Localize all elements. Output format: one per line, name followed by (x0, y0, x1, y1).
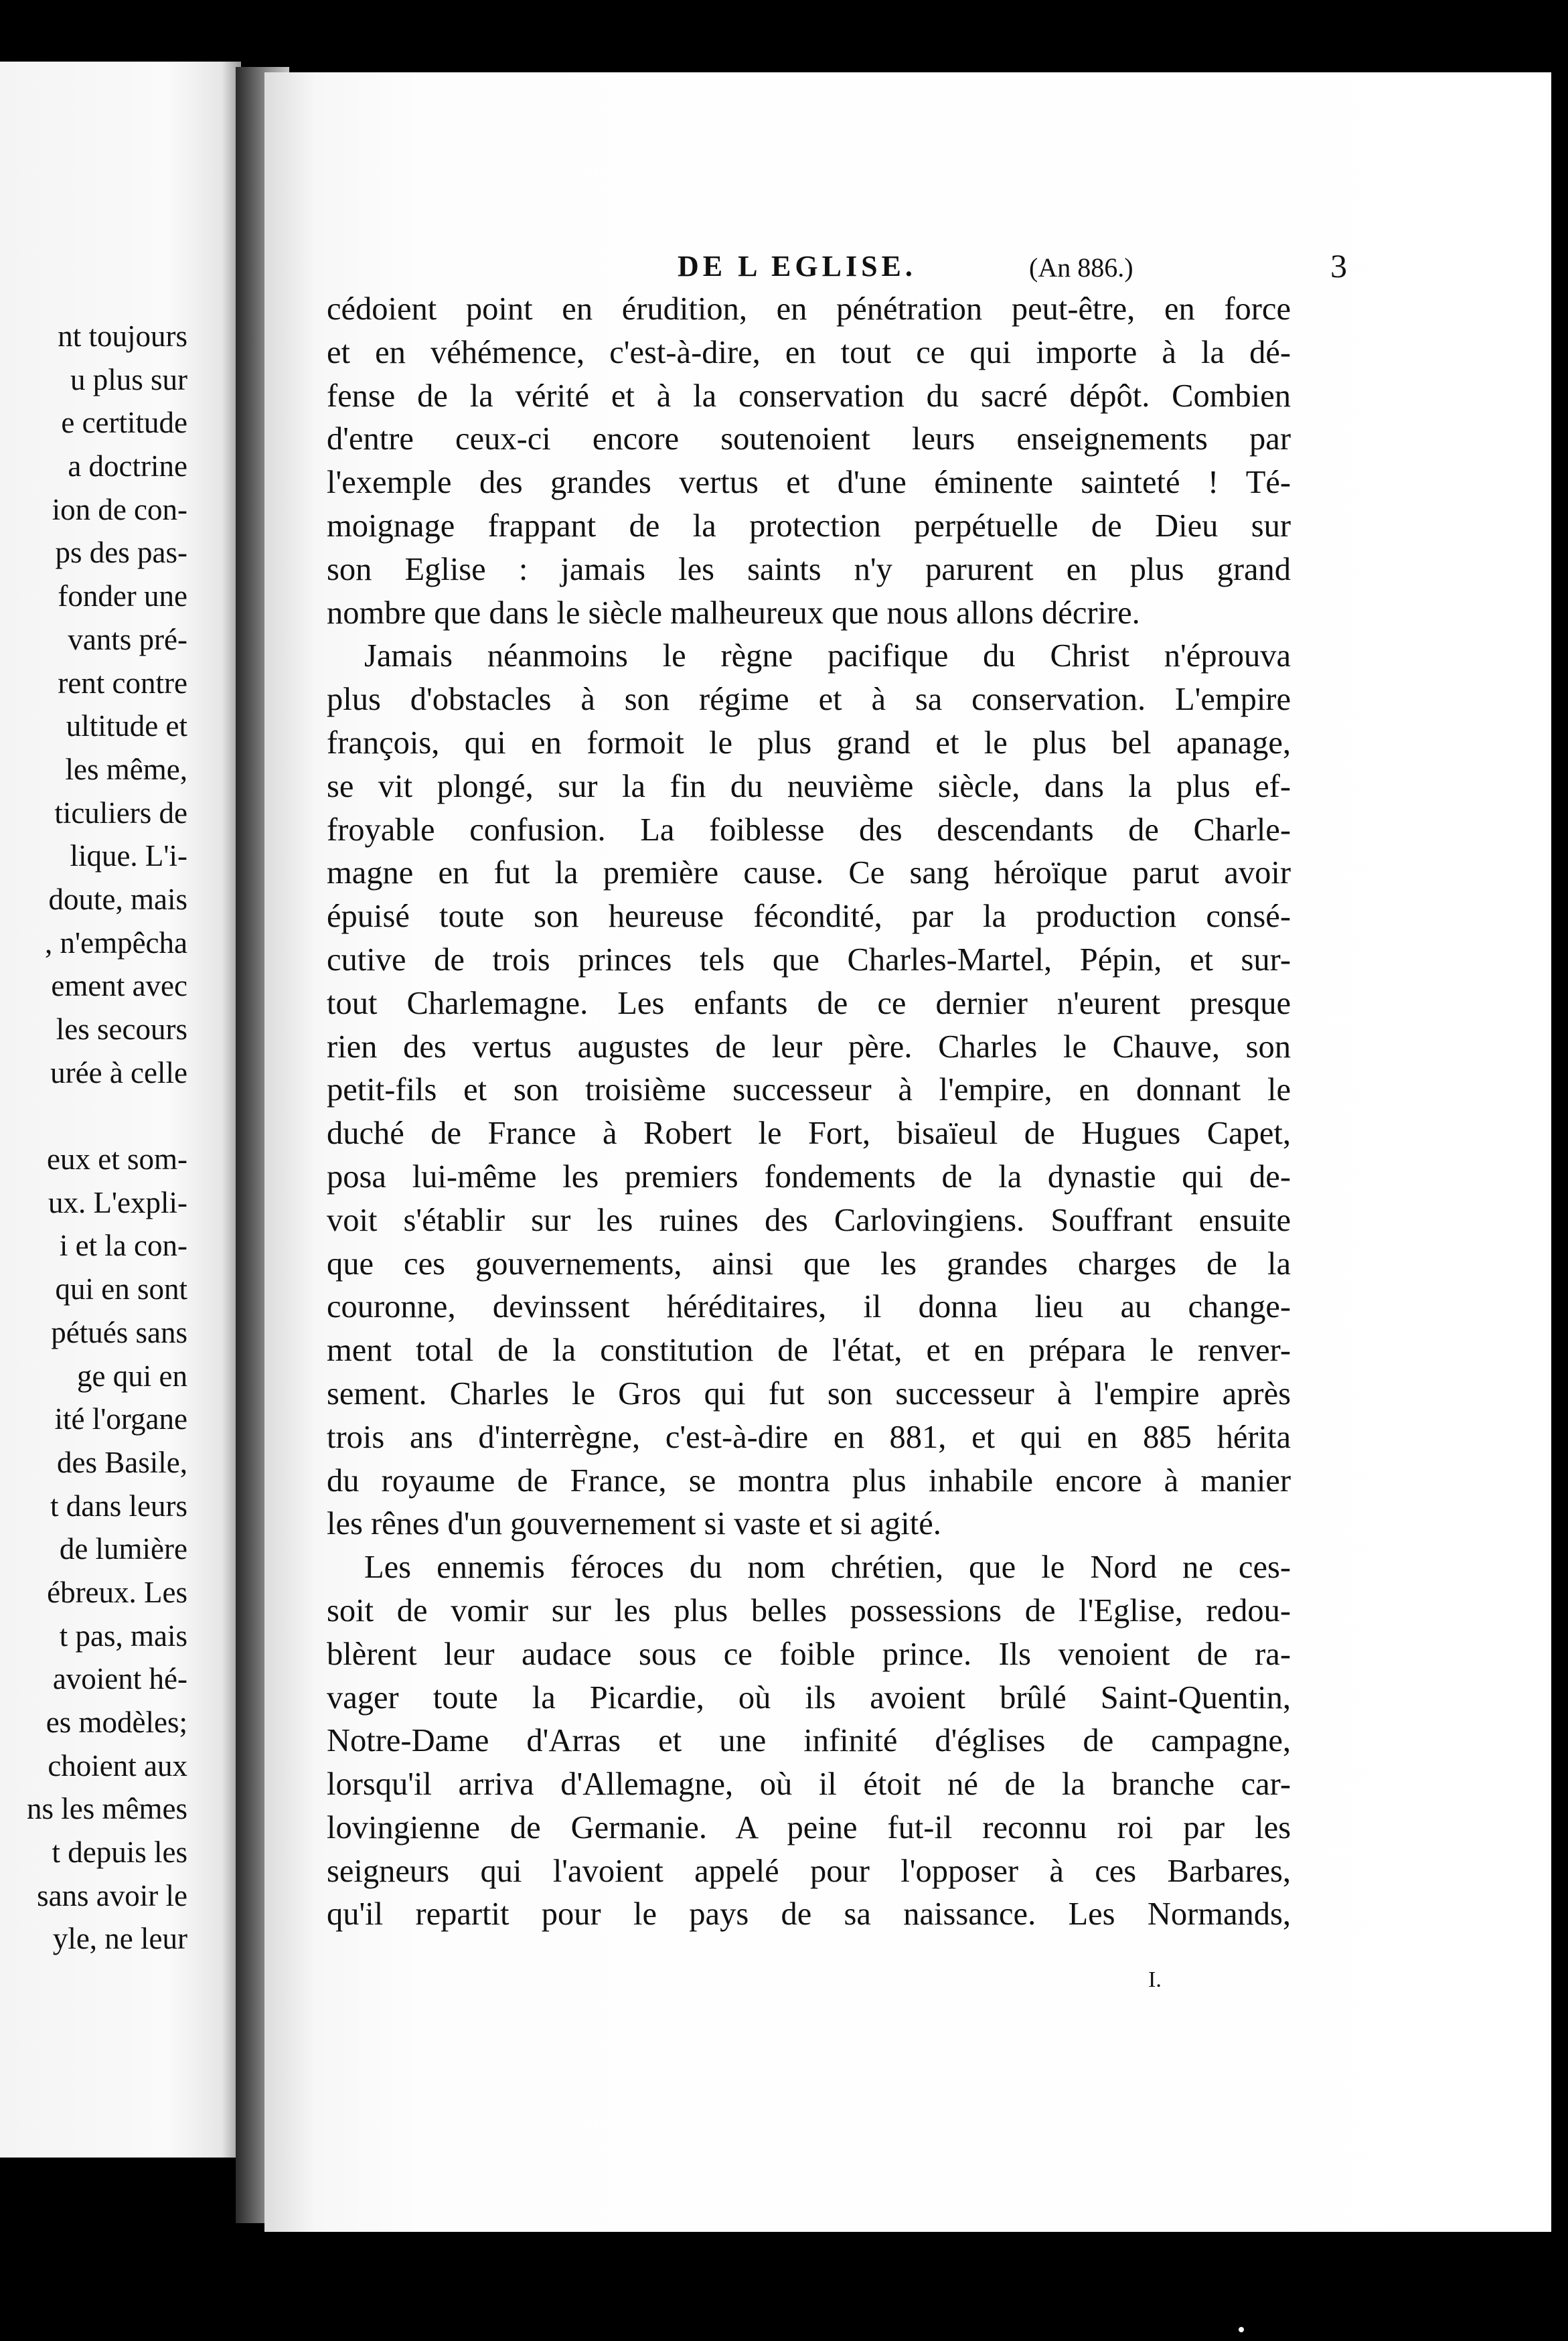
left-page-line: ement avec (51, 969, 187, 1003)
body-line: son Eglise : jamais les saints n'y parurent en plus grand (327, 551, 1291, 587)
body-line: d'entre ceux-ci encore soutenoient leurs enseignements par (327, 421, 1291, 457)
body-line: blèrent leur audace sous ce foible prince. Ils venoient de ra- (327, 1636, 1291, 1672)
body-line: cédoient point en érudition, en pénétration peut-être, en force (327, 291, 1291, 327)
body-line: Jamais néanmoins le règne pacifique du Christ n'éprouva (364, 638, 1291, 674)
page-number: 3 (1330, 247, 1347, 285)
body-line: tout Charlemagne. Les enfants de ce dernier n'eurent presque (327, 985, 1291, 1021)
left-page-line: t dans leurs (50, 1489, 187, 1523)
left-facing-page (0, 62, 241, 2158)
left-page-line: e certitude (61, 406, 187, 440)
left-page-line: des Basile, (57, 1445, 187, 1479)
body-line: seigneurs qui l'avoient appelé pour l'opposer à ces Barbares, (327, 1853, 1291, 1889)
left-page-line: ux. L'expli- (48, 1185, 187, 1219)
body-line: et en véhémence, c'est-à-dire, en tout ce qui importe à la dé- (327, 334, 1291, 370)
left-page-line: t depuis les (52, 1835, 187, 1870)
left-page-text (0, 315, 187, 1961)
left-page-line: lique. L'i- (70, 839, 187, 873)
body-line: nombre que dans le siècle malheureux que nous allons décrire. (327, 595, 1140, 631)
left-page-line: fonder une (58, 579, 187, 613)
left-page-line: ité l'organe (54, 1402, 187, 1436)
running-head-title: DE L EGLISE. (678, 250, 917, 283)
left-page-line: ticuliers de (54, 796, 187, 830)
body-line: épuisé toute son heureuse fécondité, par la production consé- (327, 899, 1291, 935)
body-line: trois ans d'interrègne, c'est-à-dire en 881, et qui en 885 hérita (327, 1419, 1291, 1455)
left-page-line: ion de con- (52, 492, 187, 526)
left-page-line: , n'empêcha (44, 925, 187, 960)
scan-speck (1239, 2327, 1244, 2332)
body-line: se vit plongé, sur la fin du neuvième siècle, dans la plus ef- (327, 768, 1291, 804)
left-page-line: pétués sans (51, 1315, 187, 1349)
left-page-line: ns les mêmes (27, 1792, 187, 1826)
left-page-line: qui en sont (55, 1272, 187, 1306)
left-page-line: doute, mais (48, 882, 187, 916)
body-line: fense de la vérité et à la conservation du sacré dépôt. Combien (327, 378, 1291, 414)
body-line: froyable confusion. La foiblesse des descendants de Charle- (327, 812, 1291, 848)
left-page-line: vants pré- (68, 622, 187, 656)
body-line: lovingienne de Germanie. A peine fut-il reconnu roi par les (327, 1809, 1291, 1845)
body-line: que ces gouvernements, ainsi que les grandes charges de la (327, 1245, 1291, 1282)
left-page-line (0, 1094, 187, 1138)
body-line: duché de France à Robert le Fort, bisaïeul de Hugues Capet, (327, 1116, 1291, 1152)
body-line: magne en fut la première cause. Ce sang héroïque parut avoir (327, 855, 1291, 891)
left-page-line: urée à celle (50, 1055, 187, 1089)
body-line: Notre-Dame d'Arras et une infinité d'églises de campagne, (327, 1723, 1291, 1759)
body-line: françois, qui en formoit le plus grand et le plus bel apanage, (327, 725, 1291, 761)
left-page-line: les secours (56, 1012, 187, 1046)
left-page-line: de lumière (59, 1532, 187, 1566)
body-line: soit de vomir sur les plus belles possessions de l'Eglise, redou- (327, 1592, 1291, 1629)
left-page-line: yle, ne leur (52, 1922, 187, 1956)
body-line: Les ennemis féroces du nom chrétien, que le Nord ne ces- (364, 1550, 1291, 1586)
body-line: rien des vertus augustes de leur père. Charles le Chauve, son (327, 1029, 1291, 1065)
left-page-line: a doctrine (68, 449, 187, 483)
body-line: du royaume de France, se montra plus inhabile encore à manier (327, 1462, 1291, 1499)
body-line: plus d'obstacles à son régime et à sa conservation. L'empire (327, 682, 1291, 718)
left-page-line: i et la con- (59, 1229, 187, 1263)
left-page-line: avoient hé- (52, 1662, 187, 1696)
body-line: lorsqu'il arriva d'Allemagne, où il étoit né de la branche car- (327, 1766, 1291, 1803)
running-head-year: (An 886.) (1029, 252, 1133, 283)
left-page-line: ps des pas- (55, 536, 187, 570)
left-page-line: les même, (65, 752, 187, 786)
left-page-line: ébreux. Les (47, 1575, 187, 1609)
body-line: l'exemple des grandes vertus et d'une éminente sainteté ! Té- (327, 465, 1291, 501)
left-page-line: u plus sur (70, 362, 187, 396)
left-page-line: es modèles; (46, 1706, 187, 1739)
left-page-line: ge qui en (77, 1359, 187, 1393)
left-page-line: sans avoir le (37, 1878, 187, 1912)
signature-mark: I. (1148, 1967, 1162, 1992)
left-page-line: rent contre (58, 666, 187, 700)
running-head (678, 249, 1347, 289)
left-page-line: nt toujours (58, 319, 187, 353)
body-line: voit s'établir sur les ruines des Carlovingiens. Souffrant ensuite (327, 1202, 1291, 1238)
left-page-line: choient aux (48, 1748, 187, 1783)
body-text (327, 288, 1291, 1937)
body-line: couronne, devinssent héréditaires, il donna lieu au change- (327, 1289, 1291, 1325)
body-line: qu'il repartit pour le pays de sa naissance. Les Normands, (327, 1896, 1291, 1933)
body-line: petit-fils et son troisième successeur à l'empire, en donnant le (327, 1072, 1291, 1108)
left-page-line: t pas, mais (59, 1618, 187, 1653)
body-line: vager toute la Picardie, où ils avoient brûlé Saint-Quentin, (327, 1679, 1291, 1716)
left-page-line: ultitude et (66, 709, 187, 743)
body-line: sement. Charles le Gros qui fut son successeur à l'empire après (327, 1375, 1291, 1412)
body-line: ment total de la constitution de l'état, et en prépara le renver- (327, 1333, 1291, 1369)
body-line: moignage frappant de la protection perpétuelle de Dieu sur (327, 508, 1291, 544)
left-page-line: eux et som- (47, 1142, 187, 1177)
body-line: posa lui-même les premiers fondements de la dynastie qui de- (327, 1158, 1291, 1195)
body-line: les rênes d'un gouvernement si vaste et si agité. (327, 1506, 941, 1542)
body-line: cutive de trois princes tels que Charles-Martel, Pépin, et sur- (327, 941, 1291, 978)
